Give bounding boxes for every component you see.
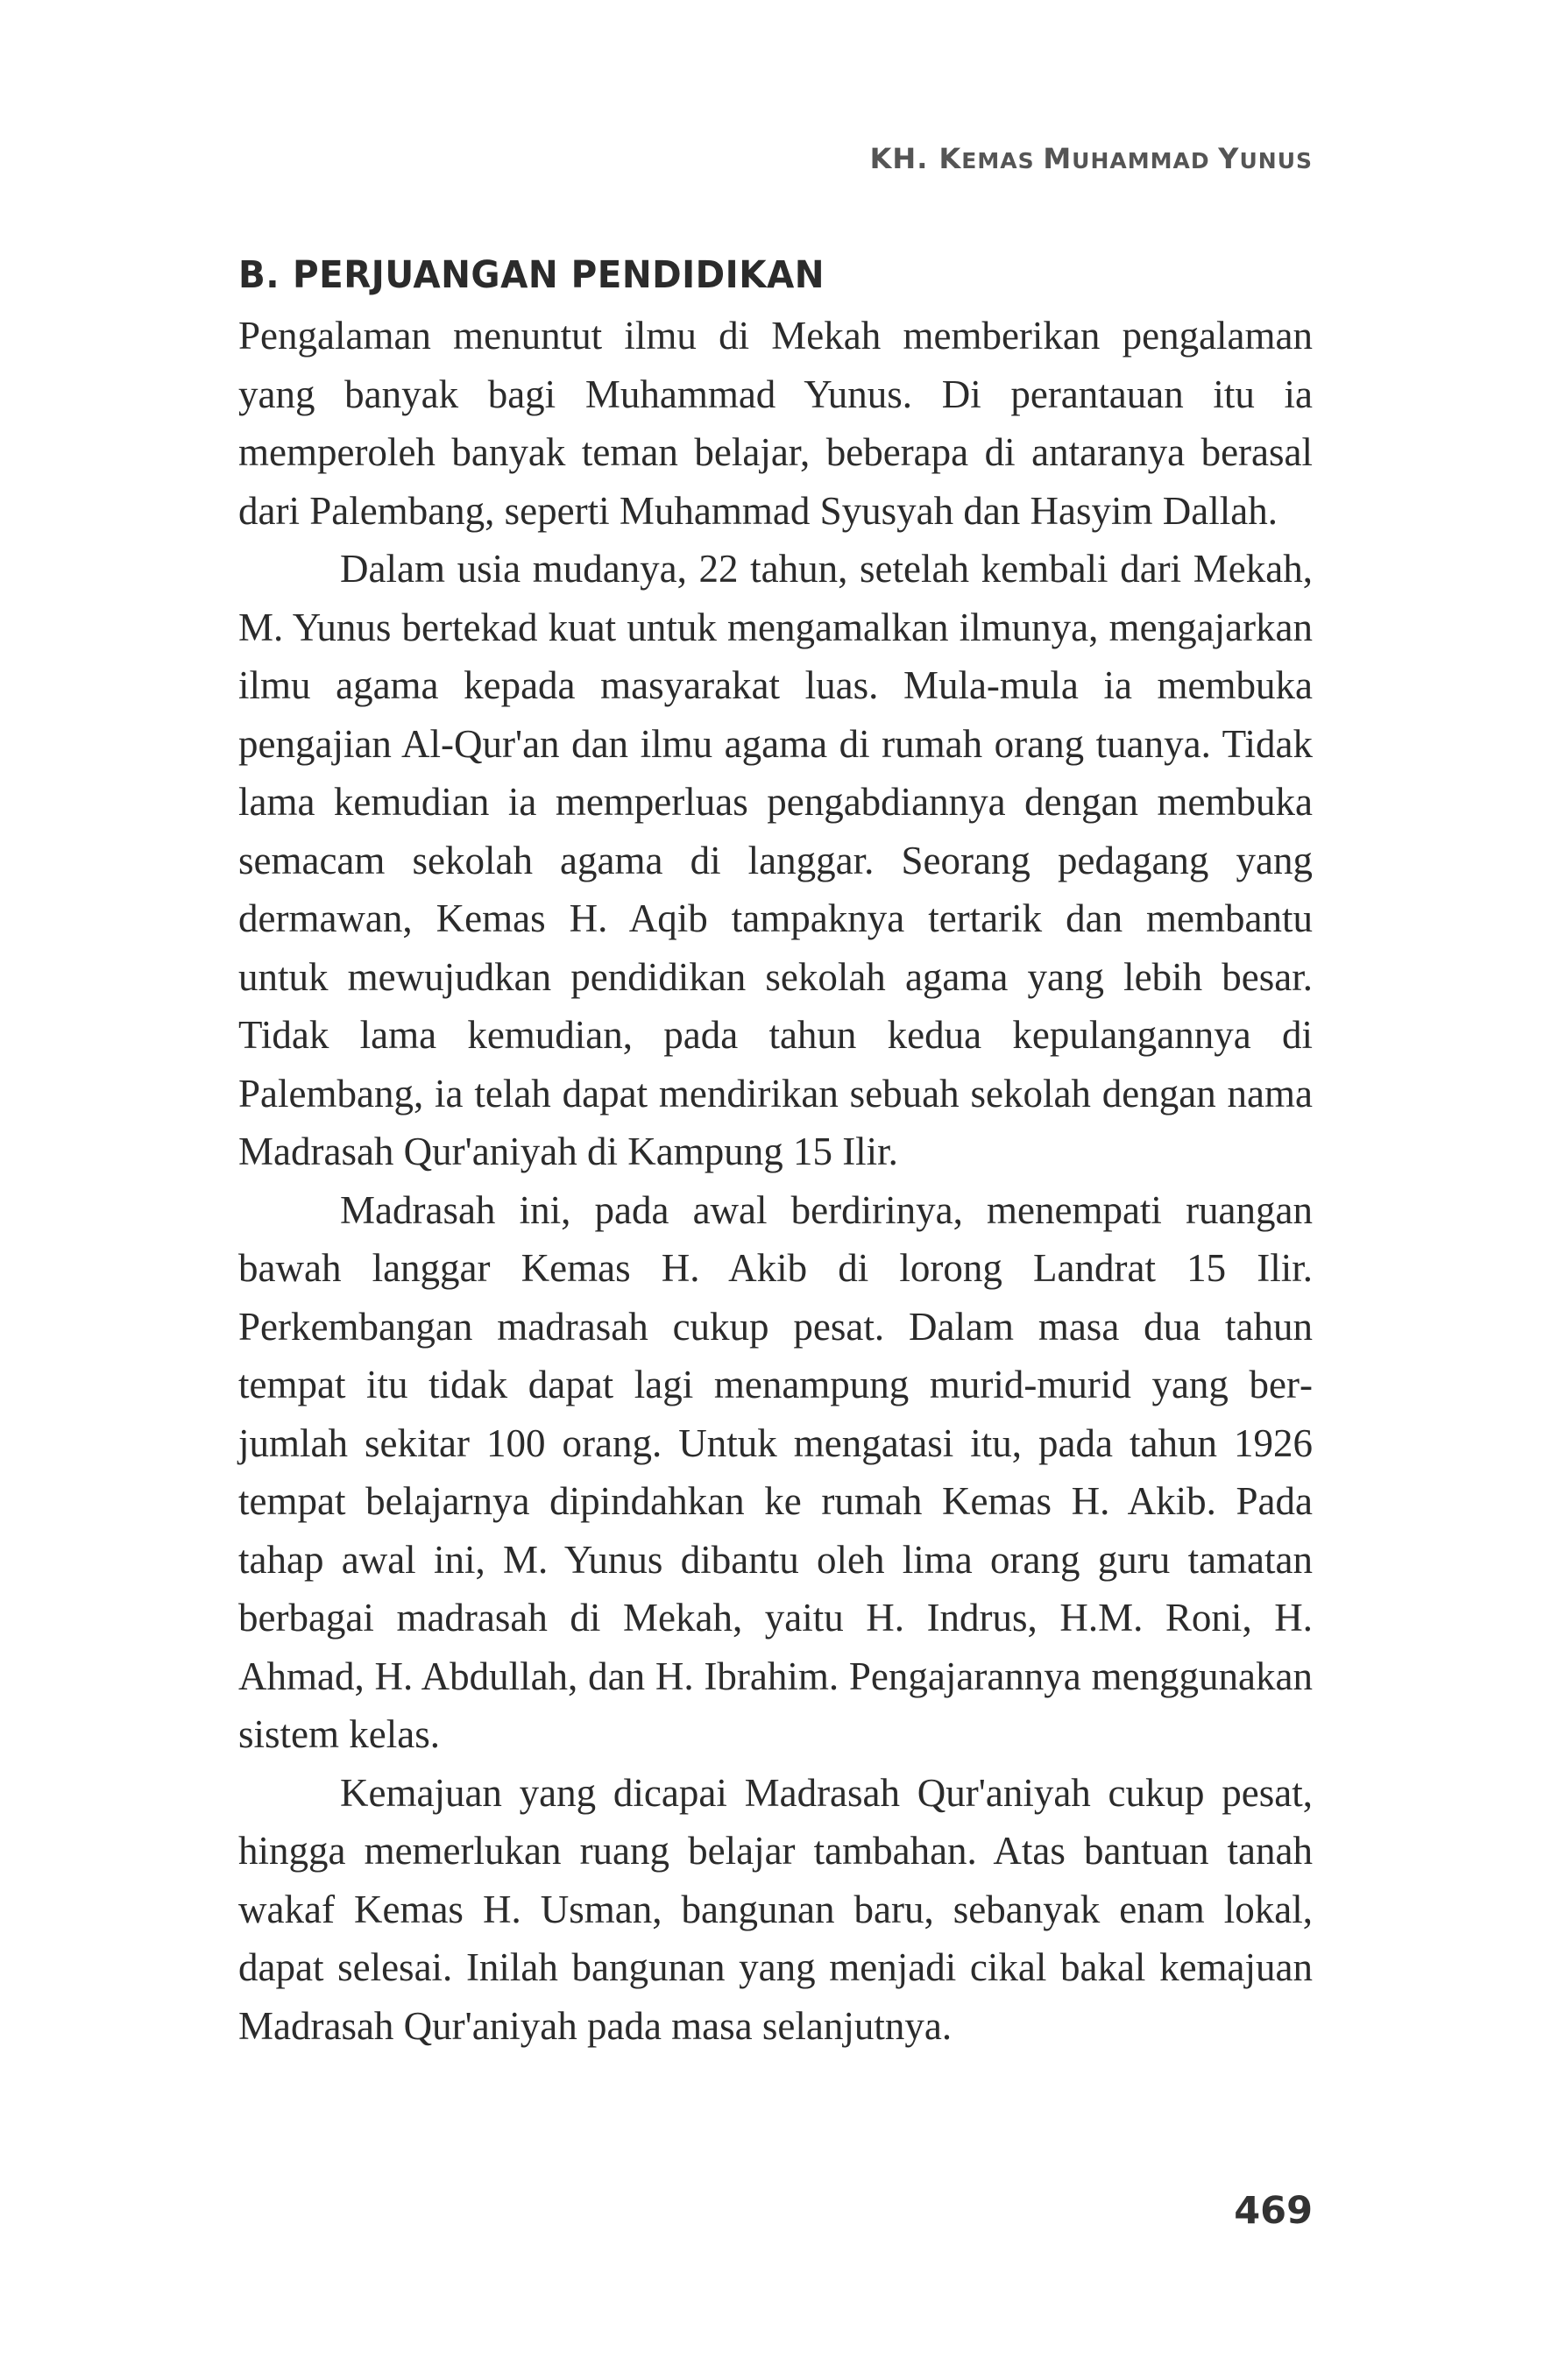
page-number: 469 [1234,2189,1313,2233]
section-heading [238,251,1248,300]
running-header-part: UHAMMAD [1072,148,1219,174]
paragraph: Madrasah ini, pada awal berdirinya, menempati ruangan bawah langgar Kemas H. Akib di lorong Landrat 15 Ilir. Perkembangan madrasah cukup pesat. Dalam masa dua tahun tempat itu tidak dapat lagi menampung murid-murid yang berjumlah sekitar 100 orang. Untuk mengatasi itu, pada tahun 1926 tempat belajarnya dipindahkan ke rumah Kemas H. Akib. Pada tahap awal ini, M. Yunus dibantu oleh lima orang guru tamatan berbagai madrasah di Mekah, yaitu H. Indrus, H.M. Roni, H. Ahmad, H. Abdullah, dan H. Ibrahim. Pengajarannya menggunakan sistem kelas. [238,1187,1313,1756]
paragraph: Pengalaman menuntut ilmu di Mekah memberikan pengalaman yang banyak bagi Muhammad Yunus. Di perantauan itu ia memperoleh banyak teman belajar, beberapa di antaranya berasal dari Palembang, seperti Muhammad Syusyah dan Hasyim Dallah. [238,314,1313,533]
section-letter: B. [238,253,280,297]
running-header [870,142,1313,175]
running-header-part: UNUS [1239,148,1313,174]
running-header-part: EMAS [961,148,1044,174]
section-title: PERJUANGAN PENDIDIKAN [293,253,825,297]
running-header-part: KH. K [869,142,962,175]
running-header-part: Y [1218,142,1240,175]
running-header-part: M [1043,142,1073,175]
paragraph: Kemajuan yang dicapai Madrasah Qur'aniyah cukup pesat, hingga memerlukan ruang belajar tambahan. Atas bantuan tanah wakaf Kemas H. Usman, bangunan baru, sebanyak enam lokal, dapat selesai. Inilah bangunan yang menjadi cikal bakal kemajuan Madrasah Qur'aniyah pada masa selanjutnya. [238,1770,1313,2048]
page-body [238,251,1313,2055]
paragraph: Dalam usia mudanya, 22 tahun, setelah kembali dari Mekah, M. Yunus bertekad kuat untuk mengamalkan ilmunya, mengajarkan ilmu agama kepada masyarakat luas. Mula-mula ia membuka pengajian Al-Qur'an dan ilmu agama di rumah orang tuanya. Tidak lama kemudian ia memperluas pengabdiannya dengan membuka semacam sekolah agama di langgar. Seorang pedagang yang dermawan, Kemas H. Aqib tampaknya tertarik dan membantu untuk mewujudkan pendidikan sekolah agama yang lebih besar. Tidak lama kemudian, pada tahun kedua kepulangannya di Palembang, ia telah dapat mendirikan sebuah sekolah dengan nama Madrasah Qur'aniyah di Kampung 15 Ilir. [238,547,1313,1173]
